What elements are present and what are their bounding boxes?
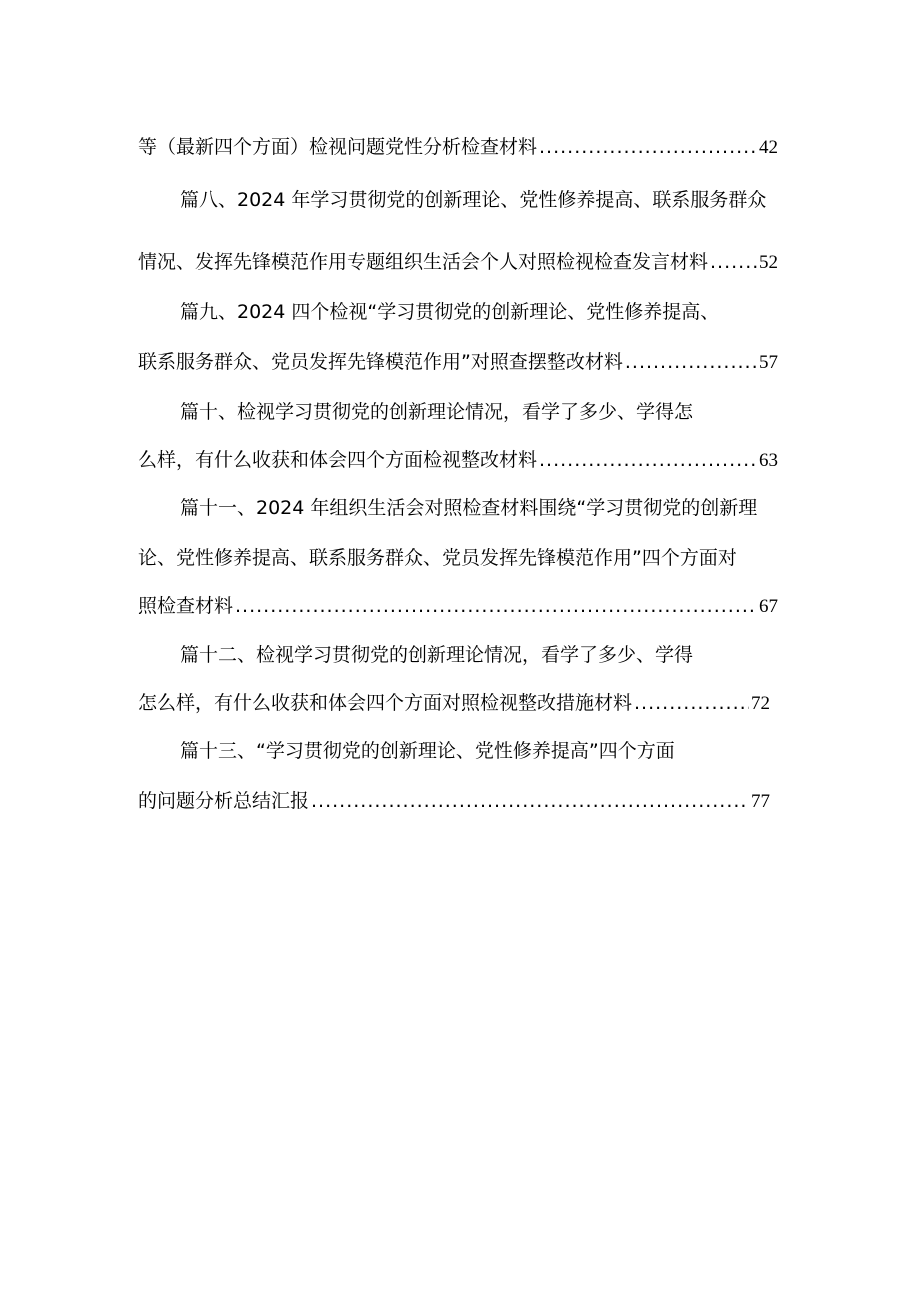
toc-page-number: 52 — [759, 252, 778, 273]
toc-entry-5-line-2[interactable] — [138, 686, 770, 720]
toc-page-number: 77 — [751, 791, 770, 812]
toc-page-number: 67 — [759, 596, 778, 617]
toc-entry-text: 篇十三、“学习贯彻党的创新理论、党性修养提高”四个方面 — [180, 740, 675, 762]
toc-entry-text: 篇十一、2024 年组织生活会对照检查材料围绕“学习贯彻党的创新理 — [180, 497, 758, 519]
toc-entry-text: 等（最新四个方面）检视问题党性分析检查材料 — [138, 136, 538, 158]
toc-entry-4-line-2[interactable] — [138, 541, 737, 575]
toc-entry-2-line-2[interactable] — [138, 345, 778, 379]
dot-leader — [625, 345, 757, 379]
toc-entry-3-line-2[interactable] — [138, 443, 778, 477]
toc-entry-text: 联系服务群众、党员发挥先锋模范作用”对照查摆整改材料 — [138, 351, 623, 373]
dot-leader — [235, 589, 757, 623]
toc-page-number: 42 — [759, 137, 778, 158]
toc-entry-1-line-1[interactable] — [180, 183, 766, 217]
toc-entry-4-line-3[interactable] — [138, 589, 778, 623]
toc-entry-3-line-1[interactable] — [180, 395, 693, 429]
toc-entry-6-line-2[interactable] — [138, 784, 770, 818]
toc-entry-text: 篇十二、检视学习贯彻党的创新理论情况，看学了多少、学得 — [180, 644, 694, 666]
toc-entry-text: 篇九、2024 四个检视“学习贯彻党的创新理论、党性修养提高、 — [180, 301, 720, 323]
toc-entry-text: 照检查材料 — [138, 595, 234, 617]
toc-entry-2-line-1[interactable] — [180, 295, 719, 329]
toc-entry-text: 的问题分析总结汇报 — [138, 790, 310, 812]
toc-page-number: 57 — [759, 352, 778, 373]
toc-entry-text: 么样，有什么收获和体会四个方面检视整改材料 — [138, 449, 538, 471]
dot-leader — [539, 443, 757, 477]
toc-entry-0[interactable] — [138, 130, 778, 164]
toc-entry-text: 论、党性修养提高、联系服务群众、党员发挥先锋模范作用”四个方面对 — [138, 547, 737, 569]
dot-leader — [539, 130, 757, 164]
toc-entry-5-line-1[interactable] — [180, 638, 693, 672]
toc-entry-6-line-1[interactable] — [180, 734, 675, 768]
toc-entry-text: 怎么样，有什么收获和体会四个方面对照检视整改措施材料 — [138, 692, 633, 714]
dot-leader — [311, 784, 749, 818]
toc-entry-1-line-2[interactable] — [138, 245, 778, 279]
toc-page-number: 63 — [759, 450, 778, 471]
dot-leader — [710, 245, 757, 279]
toc-entry-text: 篇十、检视学习贯彻党的创新理论情况，看学了多少、学得怎 — [180, 401, 694, 423]
dot-leader — [634, 686, 749, 720]
toc-entry-text: 情况、发挥先锋模范作用专题组织生活会个人对照检视检查发言材料 — [138, 251, 709, 273]
toc-entry-4-line-1[interactable] — [180, 491, 757, 525]
toc-page-number: 72 — [751, 693, 770, 714]
toc-entry-text: 篇八、2024 年学习贯彻党的创新理论、党性修养提高、联系服务群众 — [180, 189, 767, 211]
